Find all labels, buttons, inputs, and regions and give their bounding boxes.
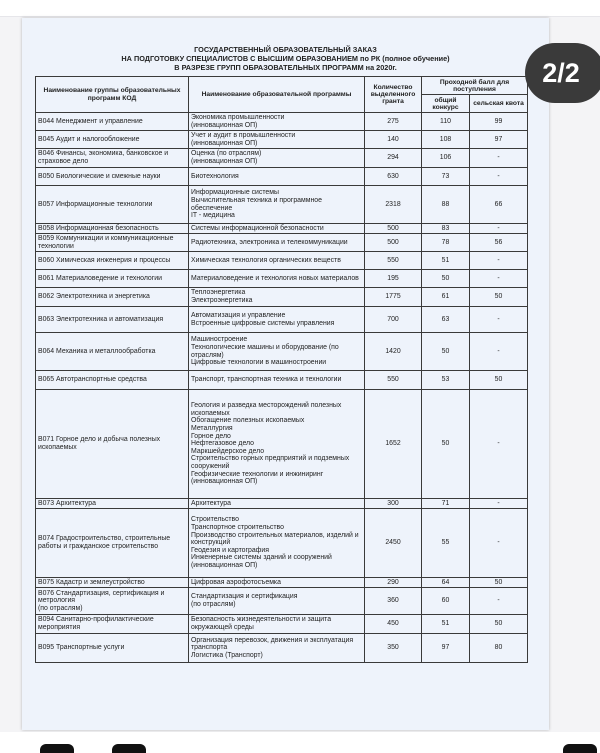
cell-rural-quota: 50 bbox=[470, 578, 528, 588]
cell-program: Цифровая аэрофотосъемка bbox=[189, 578, 365, 588]
cell-general-score: 55 bbox=[422, 509, 470, 578]
table-row bbox=[36, 509, 528, 578]
cell-grants: 700 bbox=[365, 307, 422, 333]
cell-program: Биотехнология bbox=[189, 168, 365, 186]
nav-button-left[interactable] bbox=[40, 744, 74, 753]
cell-grants: 2318 bbox=[365, 186, 422, 224]
cell-general-score: 50 bbox=[422, 333, 470, 371]
page-indicator: 2/2 bbox=[525, 43, 600, 103]
table-row bbox=[36, 252, 528, 270]
nav-button-right[interactable] bbox=[563, 744, 597, 753]
table-row bbox=[36, 615, 528, 634]
cell-general-score: 106 bbox=[422, 149, 470, 168]
cell-rural-quota: - bbox=[470, 390, 528, 499]
header-passing-score: Проходной балл для поступления bbox=[422, 77, 528, 95]
cell-rural-quota: 50 bbox=[470, 288, 528, 307]
cell-program: Информационные системы Вычислительная техника и программное обеспечение IT - медицина bbox=[189, 186, 365, 224]
title-line-1: ГОСУДАРСТВЕННЫЙ ОБРАЗОВАТЕЛЬНЫЙ ЗАКАЗ bbox=[194, 45, 377, 54]
cell-grants: 2450 bbox=[365, 509, 422, 578]
table-row bbox=[36, 149, 528, 168]
cell-general-score: 61 bbox=[422, 288, 470, 307]
cell-program: Организация перевозок, движения и эксплуатация транспорта Логистика (Транспорт) bbox=[189, 634, 365, 663]
header-group: Наименование группы образовательных программ КОД bbox=[36, 77, 189, 113]
cell-group: B061 Материаловедение и технологии bbox=[36, 270, 189, 288]
header-program: Наименование образовательной программы bbox=[189, 77, 365, 113]
cell-program: Радиотехника, электроника и телекоммуникации bbox=[189, 234, 365, 252]
cell-program: Геология и разведка месторождений полезных ископаемых Обогащение полезных ископаемых Металлургия Горное дело Нефтегазовое дело Маркшейдерское дело Строительство горных предприятий и подземных сооружений Геофизические технологии и инжиниринг (инновационная ОП) bbox=[189, 390, 365, 499]
table-row bbox=[36, 234, 528, 252]
cell-group: B075 Кадастр и землеустройство bbox=[36, 578, 189, 588]
document-page bbox=[22, 18, 549, 730]
cell-program: Системы информационной безопасности bbox=[189, 224, 365, 234]
cell-rural-quota: 56 bbox=[470, 234, 528, 252]
cell-general-score: 88 bbox=[422, 186, 470, 224]
cell-rural-quota: - bbox=[470, 149, 528, 168]
table-row bbox=[36, 333, 528, 371]
cell-rural-quota: 66 bbox=[470, 186, 528, 224]
cell-grants: 360 bbox=[365, 588, 422, 615]
cell-rural-quota: 97 bbox=[470, 131, 528, 149]
cell-group: B058 Информационная безопасность bbox=[36, 224, 189, 234]
cell-general-score: 60 bbox=[422, 588, 470, 615]
cell-program: Строительство Транспортное строительство Производство строительных материалов, изделий и конструкций Геодезия и картография Инженерные системы зданий и сооружений (инновационная ОП) bbox=[189, 509, 365, 578]
table-row bbox=[36, 307, 528, 333]
cell-group: B045 Аудит и налогообложение bbox=[36, 131, 189, 149]
cell-group: B063 Электротехника и автоматизация bbox=[36, 307, 189, 333]
table-row bbox=[36, 288, 528, 307]
cell-group: B095 Транспортные услуги bbox=[36, 634, 189, 663]
cell-program: Оценка (по отраслям) (инновационная ОП) bbox=[189, 149, 365, 168]
cell-rural-quota: - bbox=[470, 168, 528, 186]
cell-group: B062 Электротехника и энергетика bbox=[36, 288, 189, 307]
cell-rural-quota: 80 bbox=[470, 634, 528, 663]
cell-grants: 300 bbox=[365, 499, 422, 509]
cell-grants: 450 bbox=[365, 615, 422, 634]
cell-rural-quota: - bbox=[470, 333, 528, 371]
table-row bbox=[36, 168, 528, 186]
table-row bbox=[36, 588, 528, 615]
cell-program: Архитектура bbox=[189, 499, 365, 509]
cell-general-score: 83 bbox=[422, 224, 470, 234]
cell-grants: 630 bbox=[365, 168, 422, 186]
cell-group: B064 Механика и металлообработка bbox=[36, 333, 189, 371]
cell-program: Химическая технология органических веществ bbox=[189, 252, 365, 270]
top-bar bbox=[0, 0, 600, 17]
table-row bbox=[36, 131, 528, 149]
cell-grants: 500 bbox=[365, 224, 422, 234]
table-row bbox=[36, 186, 528, 224]
cell-group: B050 Биологические и смежные науки bbox=[36, 168, 189, 186]
cell-group: B057 Информационные технологии bbox=[36, 186, 189, 224]
cell-program: Экономика промышленности (инновационная ОП) bbox=[189, 113, 365, 131]
cell-rural-quota: - bbox=[470, 224, 528, 234]
cell-grants: 195 bbox=[365, 270, 422, 288]
cell-grants: 350 bbox=[365, 634, 422, 663]
cell-group: B044 Менеджмент и управление bbox=[36, 113, 189, 131]
cell-group: B076 Стандартизация, сертификация и метрология (по отраслям) bbox=[36, 588, 189, 615]
cell-grants: 294 bbox=[365, 149, 422, 168]
cell-general-score: 50 bbox=[422, 390, 470, 499]
table-row bbox=[36, 634, 528, 663]
cell-group: B060 Химическая инженерия и процессы bbox=[36, 252, 189, 270]
cell-group: B074 Градостроительство, строительные работы и гражданское строительство bbox=[36, 509, 189, 578]
cell-grants: 1420 bbox=[365, 333, 422, 371]
cell-general-score: 78 bbox=[422, 234, 470, 252]
cell-group: B094 Санитарно-профилактические мероприятия bbox=[36, 615, 189, 634]
cell-program: Учет и аудит в промышленности (инновационная ОП) bbox=[189, 131, 365, 149]
cell-grants: 290 bbox=[365, 578, 422, 588]
grants-table bbox=[35, 76, 528, 663]
cell-rural-quota: - bbox=[470, 509, 528, 578]
cell-program: Машиностроение Технологические машины и оборудование (по отраслям) Цифровые технологии в машиностроении bbox=[189, 333, 365, 371]
table-row bbox=[36, 224, 528, 234]
cell-general-score: 97 bbox=[422, 634, 470, 663]
cell-rural-quota: - bbox=[470, 499, 528, 509]
table-row bbox=[36, 578, 528, 588]
cell-rural-quota: - bbox=[470, 252, 528, 270]
header-grants: Количество выделенного гранта bbox=[365, 77, 422, 113]
cell-general-score: 64 bbox=[422, 578, 470, 588]
cell-grants: 1652 bbox=[365, 390, 422, 499]
cell-general-score: 63 bbox=[422, 307, 470, 333]
cell-general-score: 71 bbox=[422, 499, 470, 509]
cell-program: Теплоэнергетика Электроэнергетика bbox=[189, 288, 365, 307]
table-body bbox=[36, 113, 528, 663]
cell-grants: 1775 bbox=[365, 288, 422, 307]
cell-general-score: 73 bbox=[422, 168, 470, 186]
cell-general-score: 108 bbox=[422, 131, 470, 149]
table-row bbox=[36, 270, 528, 288]
header-general: общий конкурс bbox=[422, 95, 470, 113]
cell-grants: 500 bbox=[365, 234, 422, 252]
cell-group: B073 Архитектура bbox=[36, 499, 189, 509]
cell-general-score: 50 bbox=[422, 270, 470, 288]
table-row bbox=[36, 390, 528, 499]
page-title bbox=[22, 45, 549, 72]
cell-rural-quota: - bbox=[470, 270, 528, 288]
title-line-2: НА ПОДГОТОВКУ СПЕЦИАЛИСТОВ С ВЫСШИМ ОБРАЗОВАНИЕМ по РК (полное обучение) bbox=[121, 54, 450, 63]
cell-program: Транспорт, транспортная техника и технологии bbox=[189, 371, 365, 390]
cell-grants: 275 bbox=[365, 113, 422, 131]
cell-group: B046 Финансы, экономика, банковское и страховое дело bbox=[36, 149, 189, 168]
cell-rural-quota: 50 bbox=[470, 615, 528, 634]
table-row bbox=[36, 499, 528, 509]
cell-grants: 550 bbox=[365, 252, 422, 270]
bottom-bar bbox=[0, 732, 600, 753]
cell-program: Безопасность жизнедеятельности и защита окружающей среды bbox=[189, 615, 365, 634]
table-row bbox=[36, 113, 528, 131]
title-line-3: В РАЗРЕЗЕ ГРУПП ОБРАЗОВАТЕЛЬНЫХ ПРОГРАММ на 2020г. bbox=[174, 63, 397, 72]
header-rural: сельская квота bbox=[470, 95, 528, 113]
cell-group: B059 Коммуникации и коммуникационные технологии bbox=[36, 234, 189, 252]
cell-general-score: 110 bbox=[422, 113, 470, 131]
table-row bbox=[36, 371, 528, 390]
nav-button-middle[interactable] bbox=[112, 744, 146, 753]
cell-program: Автоматизация и управление Встроенные цифровые системы управления bbox=[189, 307, 365, 333]
cell-general-score: 51 bbox=[422, 615, 470, 634]
cell-group: B065 Автотранспортные средства bbox=[36, 371, 189, 390]
cell-general-score: 51 bbox=[422, 252, 470, 270]
cell-rural-quota: - bbox=[470, 307, 528, 333]
cell-rural-quota: - bbox=[470, 588, 528, 615]
cell-program: Стандартизация и сертификация (по отраслям) bbox=[189, 588, 365, 615]
cell-group: B071 Горное дело и добыча полезных ископаемых bbox=[36, 390, 189, 499]
cell-general-score: 53 bbox=[422, 371, 470, 390]
cell-grants: 550 bbox=[365, 371, 422, 390]
cell-program: Материаловедение и технология новых материалов bbox=[189, 270, 365, 288]
cell-grants: 140 bbox=[365, 131, 422, 149]
cell-rural-quota: 99 bbox=[470, 113, 528, 131]
cell-rural-quota: 50 bbox=[470, 371, 528, 390]
